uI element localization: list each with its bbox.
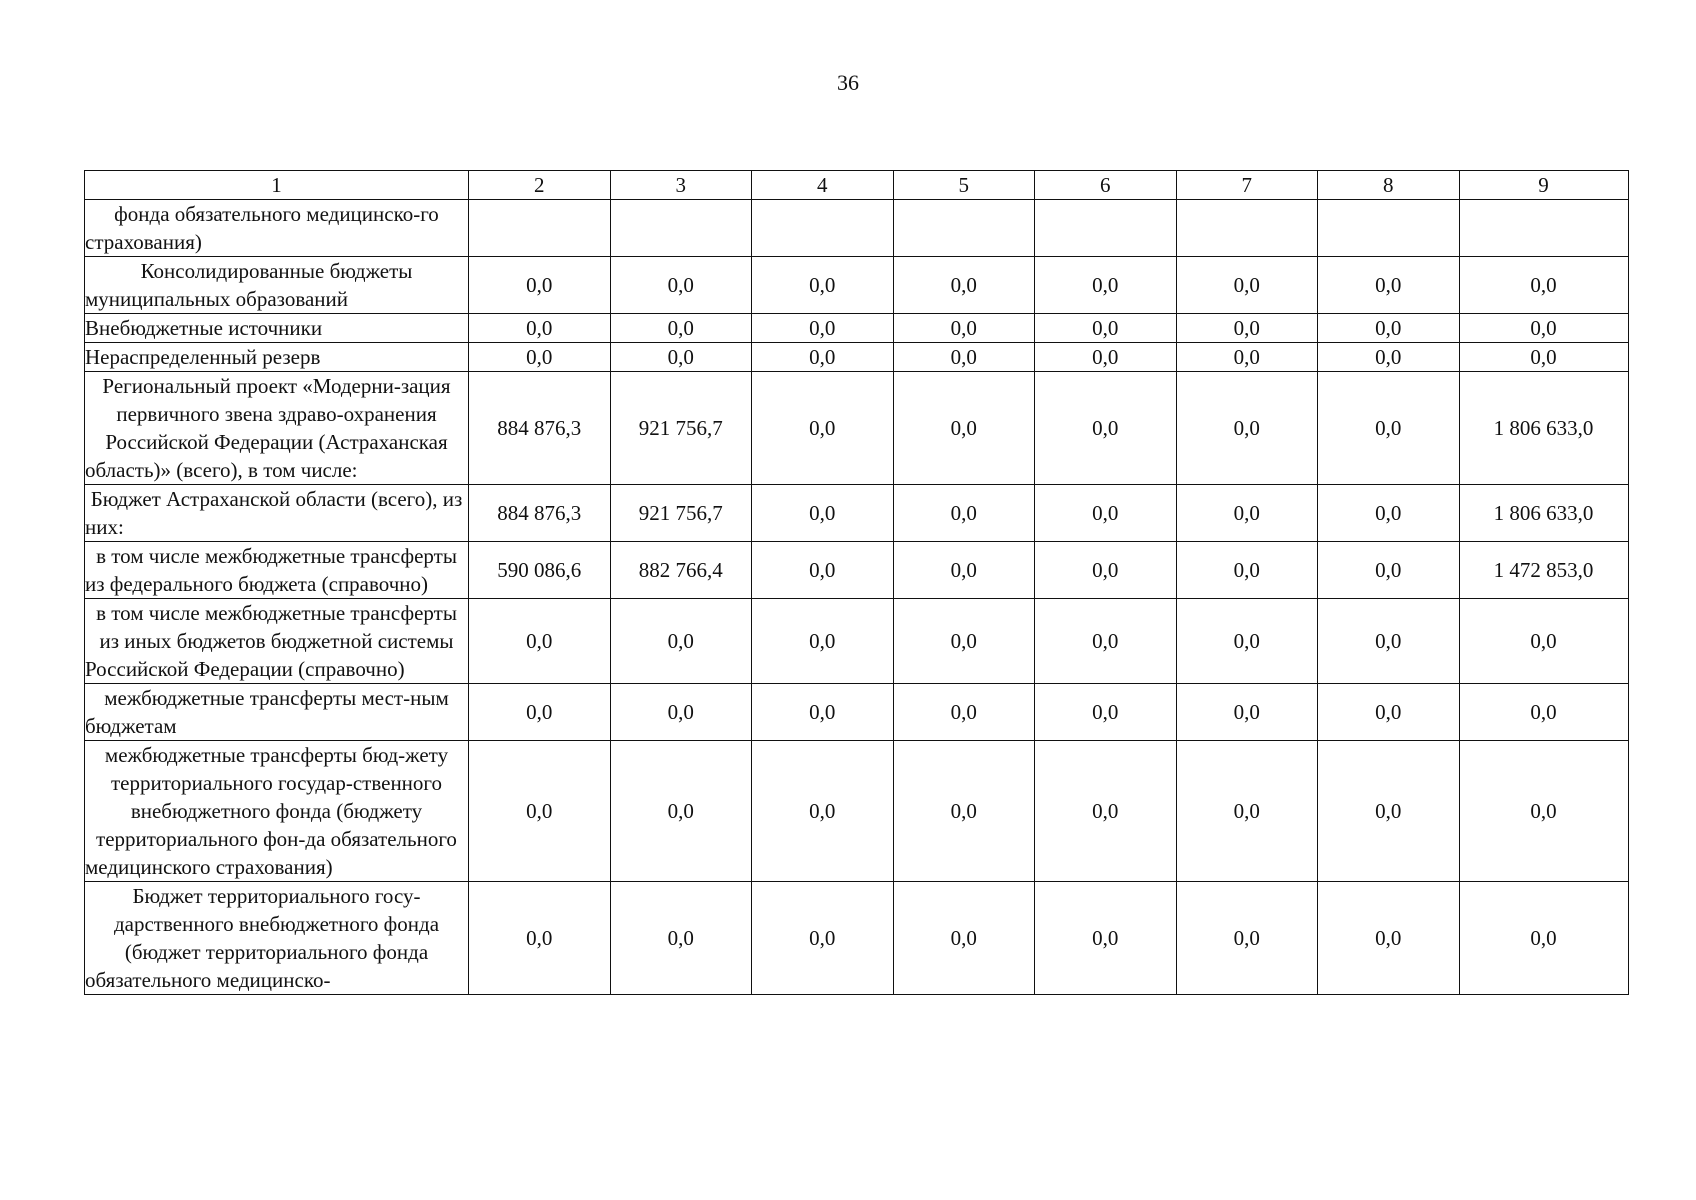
- value-cell: 0,0: [469, 343, 611, 372]
- value-cell: 0,0: [1035, 741, 1177, 882]
- value-cell: 0,0: [610, 882, 752, 995]
- value-cell: 0,0: [1318, 684, 1460, 741]
- value-cell: 0,0: [893, 542, 1035, 599]
- value-cell: [610, 200, 752, 257]
- value-cell: 0,0: [1318, 485, 1460, 542]
- value-cell: 0,0: [1318, 882, 1460, 995]
- value-cell: 0,0: [610, 343, 752, 372]
- value-cell: 0,0: [893, 741, 1035, 882]
- column-header: 9: [1459, 171, 1628, 200]
- value-cell: 0,0: [752, 343, 894, 372]
- value-cell: [469, 200, 611, 257]
- row-label: Нераспределенный резерв: [85, 343, 469, 372]
- table-row: [85, 257, 1629, 314]
- value-cell: 0,0: [752, 542, 894, 599]
- value-cell: 0,0: [893, 257, 1035, 314]
- value-cell: 0,0: [1459, 599, 1628, 684]
- value-cell: 0,0: [893, 372, 1035, 485]
- value-cell: 0,0: [469, 684, 611, 741]
- row-label: Внебюджетные источники: [85, 314, 469, 343]
- value-cell: 0,0: [1318, 542, 1460, 599]
- column-header: 7: [1176, 171, 1318, 200]
- table-row: [85, 314, 1629, 343]
- table-row: [85, 372, 1629, 485]
- page-number: 36: [837, 70, 859, 95]
- value-cell: 0,0: [1035, 542, 1177, 599]
- column-header: 4: [752, 171, 894, 200]
- value-cell: 884 876,3: [469, 372, 611, 485]
- value-cell: 0,0: [610, 599, 752, 684]
- value-cell: 0,0: [1318, 599, 1460, 684]
- value-cell: [1176, 200, 1318, 257]
- value-cell: 0,0: [1176, 684, 1318, 741]
- row-label: Бюджет Астраханской области (всего), из них:: [85, 485, 469, 542]
- value-cell: 590 086,6: [469, 542, 611, 599]
- row-label: Консолидированные бюджеты муниципальных образований: [85, 257, 469, 314]
- table-row: [85, 599, 1629, 684]
- value-cell: [752, 200, 894, 257]
- value-cell: 0,0: [1035, 343, 1177, 372]
- value-cell: 0,0: [469, 599, 611, 684]
- table-row: [85, 741, 1629, 882]
- value-cell: 884 876,3: [469, 485, 611, 542]
- value-cell: 1 806 633,0: [1459, 372, 1628, 485]
- value-cell: 0,0: [1035, 882, 1177, 995]
- row-label: межбюджетные трансферты мест-ным бюджетам: [85, 684, 469, 741]
- value-cell: 0,0: [893, 485, 1035, 542]
- value-cell: 0,0: [1035, 372, 1177, 485]
- value-cell: 0,0: [1035, 314, 1177, 343]
- value-cell: 0,0: [1318, 741, 1460, 882]
- table-body: [85, 200, 1629, 995]
- value-cell: [1318, 200, 1460, 257]
- value-cell: 0,0: [1176, 542, 1318, 599]
- value-cell: 0,0: [1318, 343, 1460, 372]
- value-cell: 882 766,4: [610, 542, 752, 599]
- table-row: [85, 684, 1629, 741]
- value-cell: 0,0: [1176, 343, 1318, 372]
- table-row: [85, 485, 1629, 542]
- row-label: в том числе межбюджетные трансферты из иных бюджетов бюджетной системы Российской Федерации (справочно): [85, 599, 469, 684]
- value-cell: 921 756,7: [610, 372, 752, 485]
- value-cell: 0,0: [1459, 741, 1628, 882]
- value-cell: 0,0: [610, 314, 752, 343]
- column-header: 5: [893, 171, 1035, 200]
- value-cell: 0,0: [1035, 684, 1177, 741]
- table-row: [85, 343, 1629, 372]
- value-cell: 0,0: [893, 343, 1035, 372]
- row-label: Бюджет территориального госу-дарственного внебюджетного фонда (бюджет территориального фонда обязательного медицинско-: [85, 882, 469, 995]
- row-label: Региональный проект «Модерни-зация первичного звена здраво-охранения Российской Федерации (Астраханская область)» (всего), в том числе:: [85, 372, 469, 485]
- value-cell: 0,0: [1035, 257, 1177, 314]
- table-row: [85, 882, 1629, 995]
- value-cell: [1459, 200, 1628, 257]
- value-cell: 0,0: [1459, 314, 1628, 343]
- value-cell: 0,0: [469, 882, 611, 995]
- value-cell: 0,0: [752, 684, 894, 741]
- value-cell: 0,0: [610, 741, 752, 882]
- column-header: 1: [85, 171, 469, 200]
- row-label: межбюджетные трансферты бюд-жету территориального государ-ственного внебюджетного фонда (бюджету территориального фон-да обязательного медицинского страхования): [85, 741, 469, 882]
- value-cell: 0,0: [893, 314, 1035, 343]
- value-cell: 0,0: [1176, 314, 1318, 343]
- value-cell: 0,0: [1176, 257, 1318, 314]
- value-cell: 1 806 633,0: [1459, 485, 1628, 542]
- value-cell: 0,0: [1176, 882, 1318, 995]
- value-cell: 0,0: [469, 314, 611, 343]
- table-row: [85, 200, 1629, 257]
- column-header: 2: [469, 171, 611, 200]
- value-cell: 0,0: [752, 372, 894, 485]
- value-cell: 0,0: [752, 741, 894, 882]
- column-header: 8: [1318, 171, 1460, 200]
- value-cell: 0,0: [752, 257, 894, 314]
- value-cell: 0,0: [752, 882, 894, 995]
- column-header: 3: [610, 171, 752, 200]
- row-label: в том числе межбюджетные трансферты из федерального бюджета (справочно): [85, 542, 469, 599]
- value-cell: 0,0: [1459, 882, 1628, 995]
- value-cell: 0,0: [1459, 684, 1628, 741]
- value-cell: 0,0: [1459, 257, 1628, 314]
- value-cell: 0,0: [893, 684, 1035, 741]
- value-cell: 0,0: [1176, 372, 1318, 485]
- value-cell: 921 756,7: [610, 485, 752, 542]
- value-cell: 0,0: [1035, 485, 1177, 542]
- value-cell: 0,0: [610, 257, 752, 314]
- value-cell: 0,0: [1459, 343, 1628, 372]
- value-cell: 0,0: [752, 314, 894, 343]
- value-cell: 1 472 853,0: [1459, 542, 1628, 599]
- value-cell: 0,0: [1176, 599, 1318, 684]
- value-cell: 0,0: [1176, 741, 1318, 882]
- row-label: фонда обязательного медицинско-го страхования): [85, 200, 469, 257]
- value-cell: 0,0: [469, 257, 611, 314]
- value-cell: 0,0: [752, 599, 894, 684]
- value-cell: 0,0: [1176, 485, 1318, 542]
- value-cell: 0,0: [1318, 314, 1460, 343]
- table-row: [85, 542, 1629, 599]
- value-cell: 0,0: [893, 599, 1035, 684]
- value-cell: [893, 200, 1035, 257]
- column-header: 6: [1035, 171, 1177, 200]
- value-cell: [1035, 200, 1177, 257]
- value-cell: 0,0: [1318, 257, 1460, 314]
- value-cell: 0,0: [1318, 372, 1460, 485]
- value-cell: 0,0: [1035, 599, 1177, 684]
- table-header-row: [85, 171, 1629, 200]
- value-cell: 0,0: [893, 882, 1035, 995]
- value-cell: 0,0: [469, 741, 611, 882]
- value-cell: 0,0: [610, 684, 752, 741]
- value-cell: 0,0: [752, 485, 894, 542]
- budget-table: [84, 170, 1629, 995]
